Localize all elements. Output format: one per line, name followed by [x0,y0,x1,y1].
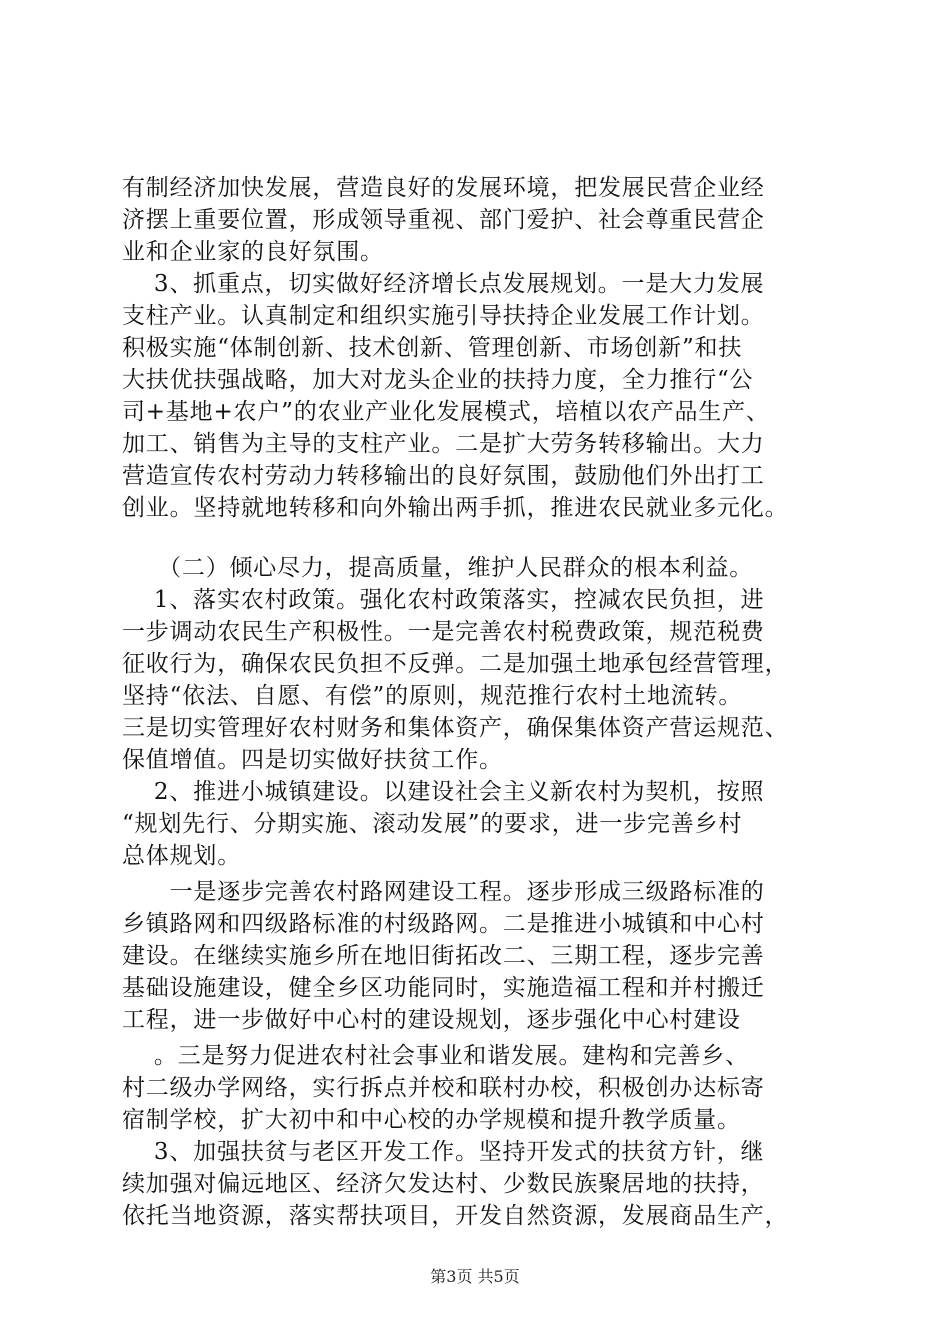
text-line: “规划先行、分期实施、滚动发展”的要求，进一步完善乡村 [122,811,743,837]
text-line: 保值增值。四是切实做好扶贫工作。 [122,747,503,773]
text-line: 加工、销售为主导的支柱产业。二是扩大劳务转移输出。大力 [122,431,765,457]
text-line: 宿制学校，扩大初中和中心校的办学规模和提升教学质量。 [122,1107,741,1133]
text-line: 村二级办学网络，实行拆点并校和联村办校，积极创办达标寄 [122,1075,765,1101]
text-line: 业和企业家的良好氛围。 [122,239,384,265]
text-line: 济摆上重要位置，形成领导重视、部门爱护、社会尊重民营企 [122,207,765,233]
text-line: 支柱产业。认真制定和组织实施引导扶持企业发展工作计划。 [122,303,765,329]
text-line: 2、推进小城镇建设。以建设社会主义新农村为契机，按照 [122,779,765,805]
text-line: 工程，进一步做好中心村的建设规划，逐步强化中心村建设 [122,1007,741,1033]
text-line: 有制经济加快发展，营造良好的发展环境，把发展民营企业经 [122,175,765,201]
text-line: 司+基地+农户”的农业产业化发展模式，培植以农产品生产、 [122,399,770,425]
text-line: 3、抓重点，切实做好经济增长点发展规划。一是大力发展 [122,271,765,297]
text-line: 一是逐步完善农村路网建设工程。逐步形成三级路标准的 [122,879,765,905]
text-line: 坚持“依法、自愿、有偿”的原则，规范推行农村土地流转。 [122,683,743,709]
section-heading: （二）倾心尽力，提高质量，维护人民群众的根本利益。 [122,555,754,581]
text-line: 征收行为，确保农民负担不反弹。二是加强土地承包经营管理， [122,651,789,677]
text-line: 续加强对偏远地区、经济欠发达村、少数民族聚居地的扶持， [122,1171,765,1197]
text-line: 乡镇路网和四级路标准的村级路网。二是推进小城镇和中心村 [122,911,765,937]
text-line: 积极实施“体制创新、技术创新、管理创新、市场创新”和扶 [122,335,743,361]
text-line: 营造宣传农村劳动力转移输出的良好氛围，鼓励他们外出打工 [122,463,765,489]
page-number-footer: 第3页 共5页 [430,1267,520,1286]
text-line: 一步调动农民生产积极性。一是完善农村税费政策，规范税费 [122,619,765,645]
text-line: 大扶优扶强战略，加大对龙头企业的扶持力度，全力推行“公 [122,367,754,393]
text-line: 。三是努力促进农村社会事业和谐发展。建构和完善乡、 [122,1043,749,1069]
text-line: 总体规划。 [122,843,241,869]
text-line: 基础设施建设，健全乡区功能同时，实施造福工程和并村搬迁 [122,975,765,1001]
text-line: 3、加强扶贫与老区开发工作。坚持开发式的扶贫方针，继 [122,1139,765,1165]
text-line: 创业。坚持就地转移和向外输出两手抓，推进农民就业多元化。 [122,495,789,521]
text-line: 依托当地资源，落实帮扶项目，开发自然资源，发展商品生产， [122,1203,789,1229]
text-line: 建设。在继续实施乡所在地旧街拓改二、三期工程，逐步完善 [122,943,765,969]
text-line: 1、落实农村政策。强化农村政策落实，控减农民负担，进 [122,587,765,613]
text-line: 三是切实管理好农村财务和集体资产，确保集体资产营运规范、 [122,715,789,741]
